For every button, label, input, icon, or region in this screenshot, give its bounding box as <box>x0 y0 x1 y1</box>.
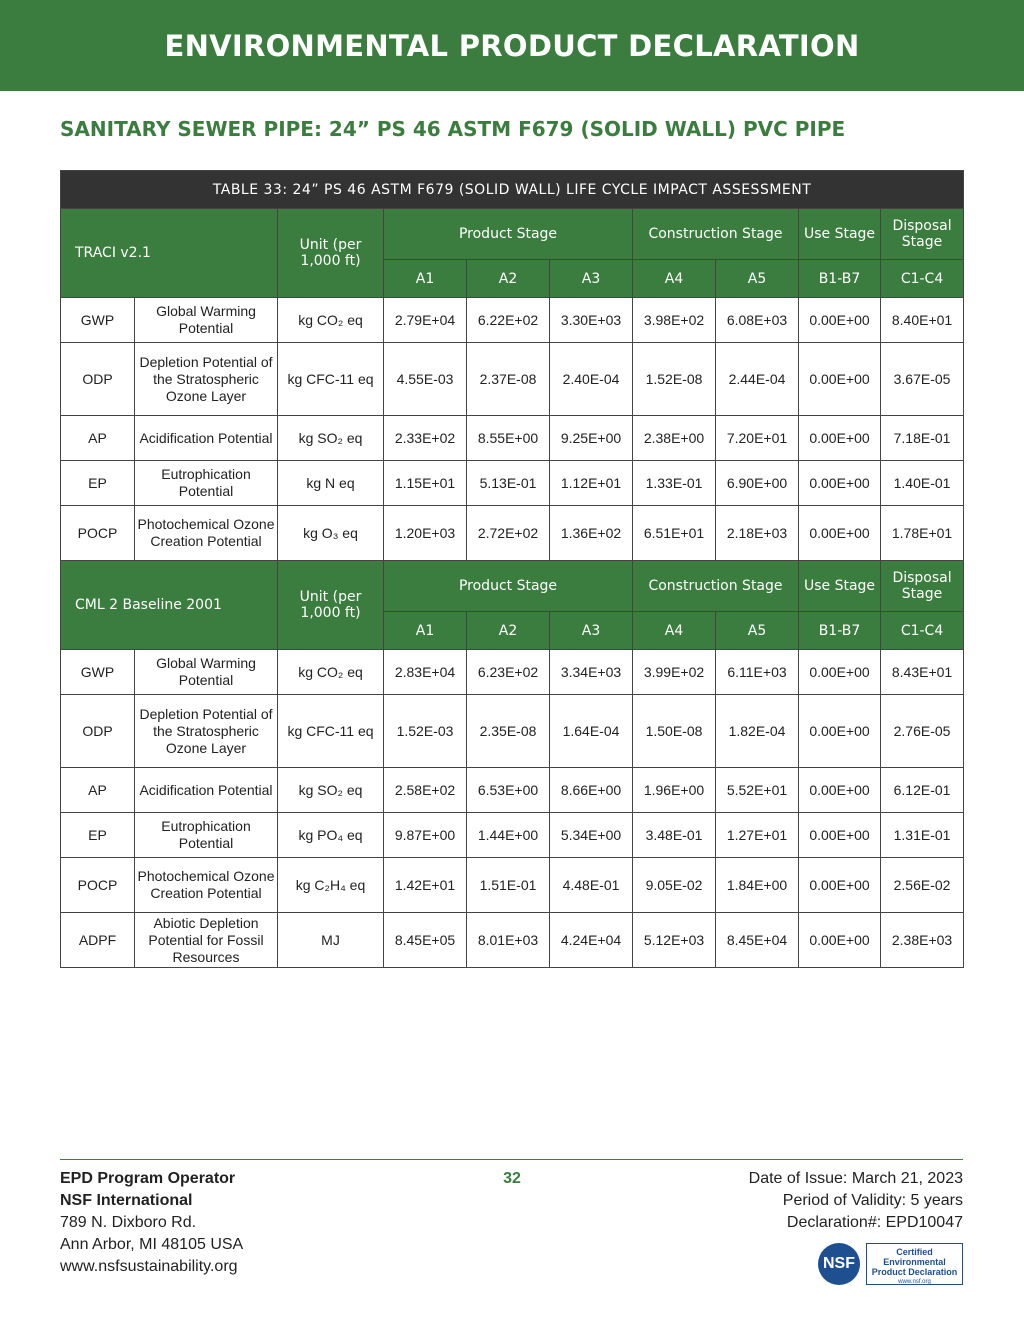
indicator-abbr: ODP <box>61 343 135 416</box>
value-cell: 1.31E-01 <box>881 813 964 858</box>
value-cell: 1.27E+01 <box>716 813 799 858</box>
stage-header-disposal: Disposal Stage <box>881 561 964 612</box>
value-cell: 7.18E-01 <box>881 416 964 461</box>
module-header: A1 <box>384 612 467 650</box>
value-cell: 6.23E+02 <box>467 650 550 695</box>
module-header: A5 <box>716 612 799 650</box>
value-cell: 5.34E+00 <box>550 813 633 858</box>
indicator-unit: kg CO₂ eq <box>278 650 384 695</box>
value-cell: 1.96E+00 <box>633 768 716 813</box>
value-cell: 0.00E+00 <box>799 298 881 343</box>
period-of-validity: Period of Validity: 5 years <box>782 1192 963 1209</box>
module-header: B1-B7 <box>799 612 881 650</box>
module-header: C1-C4 <box>881 260 964 298</box>
indicator-description: Abiotic Depletion Potential for Fossil Resources <box>135 913 278 968</box>
unit-header: Unit (per 1,000 ft) <box>278 561 384 650</box>
table-row <box>61 416 964 461</box>
document-banner: ENVIRONMENTAL PRODUCT DECLARATION <box>0 0 1024 91</box>
table-row <box>61 650 964 695</box>
value-cell: 1.82E-04 <box>716 695 799 768</box>
value-cell: 5.12E+03 <box>633 913 716 968</box>
indicator-unit: kg CO₂ eq <box>278 298 384 343</box>
indicator-abbr: AP <box>61 768 135 813</box>
table-row <box>61 913 964 968</box>
value-cell: 2.76E-05 <box>881 695 964 768</box>
value-cell: 8.43E+01 <box>881 650 964 695</box>
value-cell: 2.79E+04 <box>384 298 467 343</box>
stage-header-product: Product Stage <box>384 209 633 260</box>
value-cell: 1.20E+03 <box>384 506 467 561</box>
value-cell: 0.00E+00 <box>799 650 881 695</box>
stage-header-use: Use Stage <box>799 209 881 260</box>
stage-header-disposal: Disposal Stage <box>881 209 964 260</box>
value-cell: 2.83E+04 <box>384 650 467 695</box>
value-cell: 1.64E-04 <box>550 695 633 768</box>
module-header: A1 <box>384 260 467 298</box>
stage-header-product: Product Stage <box>384 561 633 612</box>
program-operator-block <box>60 1168 243 1278</box>
cert-line-2: Environmental <box>883 1257 946 1267</box>
value-cell: 6.08E+03 <box>716 298 799 343</box>
table-row <box>61 858 964 913</box>
module-header: A4 <box>633 260 716 298</box>
certified-epd-badge <box>866 1243 963 1285</box>
indicator-description: Depletion Potential of the Stratospheric Ozone Layer <box>135 695 278 768</box>
value-cell: 9.05E-02 <box>633 858 716 913</box>
value-cell: 8.45E+04 <box>716 913 799 968</box>
cert-line-3: Product Declaration <box>871 1267 958 1277</box>
value-cell: 1.44E+00 <box>467 813 550 858</box>
declaration-number: Declaration#: EPD10047 <box>786 1214 963 1231</box>
value-cell: 2.72E+02 <box>467 506 550 561</box>
page-number: 32 <box>503 1170 521 1187</box>
table-row <box>61 461 964 506</box>
value-cell: 2.38E+00 <box>633 416 716 461</box>
operator-name: NSF International <box>60 1192 193 1209</box>
indicator-abbr: EP <box>61 813 135 858</box>
indicator-abbr: AP <box>61 416 135 461</box>
value-cell: 2.33E+02 <box>384 416 467 461</box>
indicator-abbr: GWP <box>61 298 135 343</box>
value-cell: 6.53E+00 <box>467 768 550 813</box>
value-cell: 1.50E-08 <box>633 695 716 768</box>
module-header: A4 <box>633 612 716 650</box>
indicator-description: Depletion Potential of the Stratospheric Ozone Layer <box>135 343 278 416</box>
indicator-unit: kg CFC-11 eq <box>278 695 384 768</box>
table-row <box>61 343 964 416</box>
method-header: CML 2 Baseline 2001 <box>61 561 278 650</box>
module-header: A2 <box>467 260 550 298</box>
value-cell: 8.40E+01 <box>881 298 964 343</box>
operator-city: Ann Arbor, MI 48105 USA <box>60 1236 244 1253</box>
value-cell: 6.12E-01 <box>881 768 964 813</box>
section-subtitle: SANITARY SEWER PIPE: 24” PS 46 ASTM F679 (SOLID WALL) PVC PIPE <box>60 117 846 141</box>
value-cell: 8.01E+03 <box>467 913 550 968</box>
indicator-unit: MJ <box>278 913 384 968</box>
value-cell: 2.56E-02 <box>881 858 964 913</box>
value-cell: 0.00E+00 <box>799 416 881 461</box>
value-cell: 0.00E+00 <box>799 813 881 858</box>
value-cell: 5.13E-01 <box>467 461 550 506</box>
value-cell: 8.45E+05 <box>384 913 467 968</box>
value-cell: 4.55E-03 <box>384 343 467 416</box>
value-cell: 0.00E+00 <box>799 858 881 913</box>
operator-label: EPD Program Operator <box>60 1170 236 1187</box>
module-header: B1-B7 <box>799 260 881 298</box>
indicator-unit: kg O₃ eq <box>278 506 384 561</box>
indicator-unit: kg N eq <box>278 461 384 506</box>
indicator-description: Acidification Potential <box>135 768 278 813</box>
unit-header: Unit (per 1,000 ft) <box>278 209 384 298</box>
value-cell: 8.66E+00 <box>550 768 633 813</box>
value-cell: 0.00E+00 <box>799 768 881 813</box>
table-row <box>61 813 964 858</box>
indicator-description: Eutrophication Potential <box>135 461 278 506</box>
value-cell: 0.00E+00 <box>799 913 881 968</box>
table-row <box>61 506 964 561</box>
value-cell: 5.52E+01 <box>716 768 799 813</box>
value-cell: 1.12E+01 <box>550 461 633 506</box>
footer-rule <box>60 1159 963 1160</box>
value-cell: 4.24E+04 <box>550 913 633 968</box>
operator-street: 789 N. Dixboro Rd. <box>60 1214 197 1231</box>
value-cell: 2.38E+03 <box>881 913 964 968</box>
value-cell: 6.51E+01 <box>633 506 716 561</box>
module-header: A3 <box>550 260 633 298</box>
stage-header-row <box>61 561 964 612</box>
value-cell: 2.40E-04 <box>550 343 633 416</box>
value-cell: 3.30E+03 <box>550 298 633 343</box>
module-header: C1-C4 <box>881 612 964 650</box>
value-cell: 1.36E+02 <box>550 506 633 561</box>
value-cell: 1.33E-01 <box>633 461 716 506</box>
stage-header-construction: Construction Stage <box>633 561 799 612</box>
value-cell: 8.55E+00 <box>467 416 550 461</box>
lcia-table <box>60 170 964 968</box>
declaration-info-block <box>749 1168 963 1234</box>
table-row <box>61 298 964 343</box>
table-row <box>61 695 964 768</box>
value-cell: 4.48E-01 <box>550 858 633 913</box>
stage-header-row <box>61 209 964 260</box>
value-cell: 6.11E+03 <box>716 650 799 695</box>
value-cell: 3.48E-01 <box>633 813 716 858</box>
value-cell: 0.00E+00 <box>799 343 881 416</box>
value-cell: 7.20E+01 <box>716 416 799 461</box>
indicator-description: Eutrophication Potential <box>135 813 278 858</box>
indicator-description: Acidification Potential <box>135 416 278 461</box>
module-header: A2 <box>467 612 550 650</box>
indicator-description: Photochemical Ozone Creation Potential <box>135 506 278 561</box>
value-cell: 1.15E+01 <box>384 461 467 506</box>
indicator-abbr: POCP <box>61 506 135 561</box>
cert-url: www.nsf.org <box>898 1279 931 1285</box>
indicator-abbr: ODP <box>61 695 135 768</box>
indicator-abbr: ADPF <box>61 913 135 968</box>
value-cell: 1.52E-03 <box>384 695 467 768</box>
cert-line-1: Certified <box>896 1247 933 1257</box>
table-row <box>61 768 964 813</box>
indicator-description: Global Warming Potential <box>135 650 278 695</box>
value-cell: 2.37E-08 <box>467 343 550 416</box>
value-cell: 0.00E+00 <box>799 461 881 506</box>
value-cell: 1.51E-01 <box>467 858 550 913</box>
indicator-unit: kg CFC-11 eq <box>278 343 384 416</box>
value-cell: 1.40E-01 <box>881 461 964 506</box>
value-cell: 1.52E-08 <box>633 343 716 416</box>
indicator-unit: kg SO₂ eq <box>278 768 384 813</box>
value-cell: 6.90E+00 <box>716 461 799 506</box>
value-cell: 9.87E+00 <box>384 813 467 858</box>
value-cell: 2.44E-04 <box>716 343 799 416</box>
table-caption: TABLE 33: 24” PS 46 ASTM F679 (SOLID WALL) LIFE CYCLE IMPACT ASSESSMENT <box>61 171 964 209</box>
indicator-unit: kg SO₂ eq <box>278 416 384 461</box>
indicator-description: Photochemical Ozone Creation Potential <box>135 858 278 913</box>
value-cell: 0.00E+00 <box>799 506 881 561</box>
indicator-description: Global Warming Potential <box>135 298 278 343</box>
module-header: A5 <box>716 260 799 298</box>
value-cell: 0.00E+00 <box>799 695 881 768</box>
indicator-abbr: POCP <box>61 858 135 913</box>
value-cell: 3.34E+03 <box>550 650 633 695</box>
value-cell: 3.98E+02 <box>633 298 716 343</box>
value-cell: 2.18E+03 <box>716 506 799 561</box>
value-cell: 1.84E+00 <box>716 858 799 913</box>
indicator-abbr: GWP <box>61 650 135 695</box>
module-header: A3 <box>550 612 633 650</box>
nsf-logo: NSF <box>818 1243 860 1285</box>
method-header: TRACI v2.1 <box>61 209 278 298</box>
value-cell: 9.25E+00 <box>550 416 633 461</box>
value-cell: 3.67E-05 <box>881 343 964 416</box>
value-cell: 3.99E+02 <box>633 650 716 695</box>
value-cell: 2.58E+02 <box>384 768 467 813</box>
stage-header-construction: Construction Stage <box>633 209 799 260</box>
indicator-unit: kg PO₄ eq <box>278 813 384 858</box>
date-of-issue: Date of Issue: March 21, 2023 <box>748 1170 963 1187</box>
value-cell: 1.42E+01 <box>384 858 467 913</box>
value-cell: 2.35E-08 <box>467 695 550 768</box>
value-cell: 6.22E+02 <box>467 298 550 343</box>
indicator-unit: kg C₂H₄ eq <box>278 858 384 913</box>
stage-header-use: Use Stage <box>799 561 881 612</box>
value-cell: 1.78E+01 <box>881 506 964 561</box>
operator-website: www.nsfsustainability.org <box>60 1258 238 1275</box>
indicator-abbr: EP <box>61 461 135 506</box>
